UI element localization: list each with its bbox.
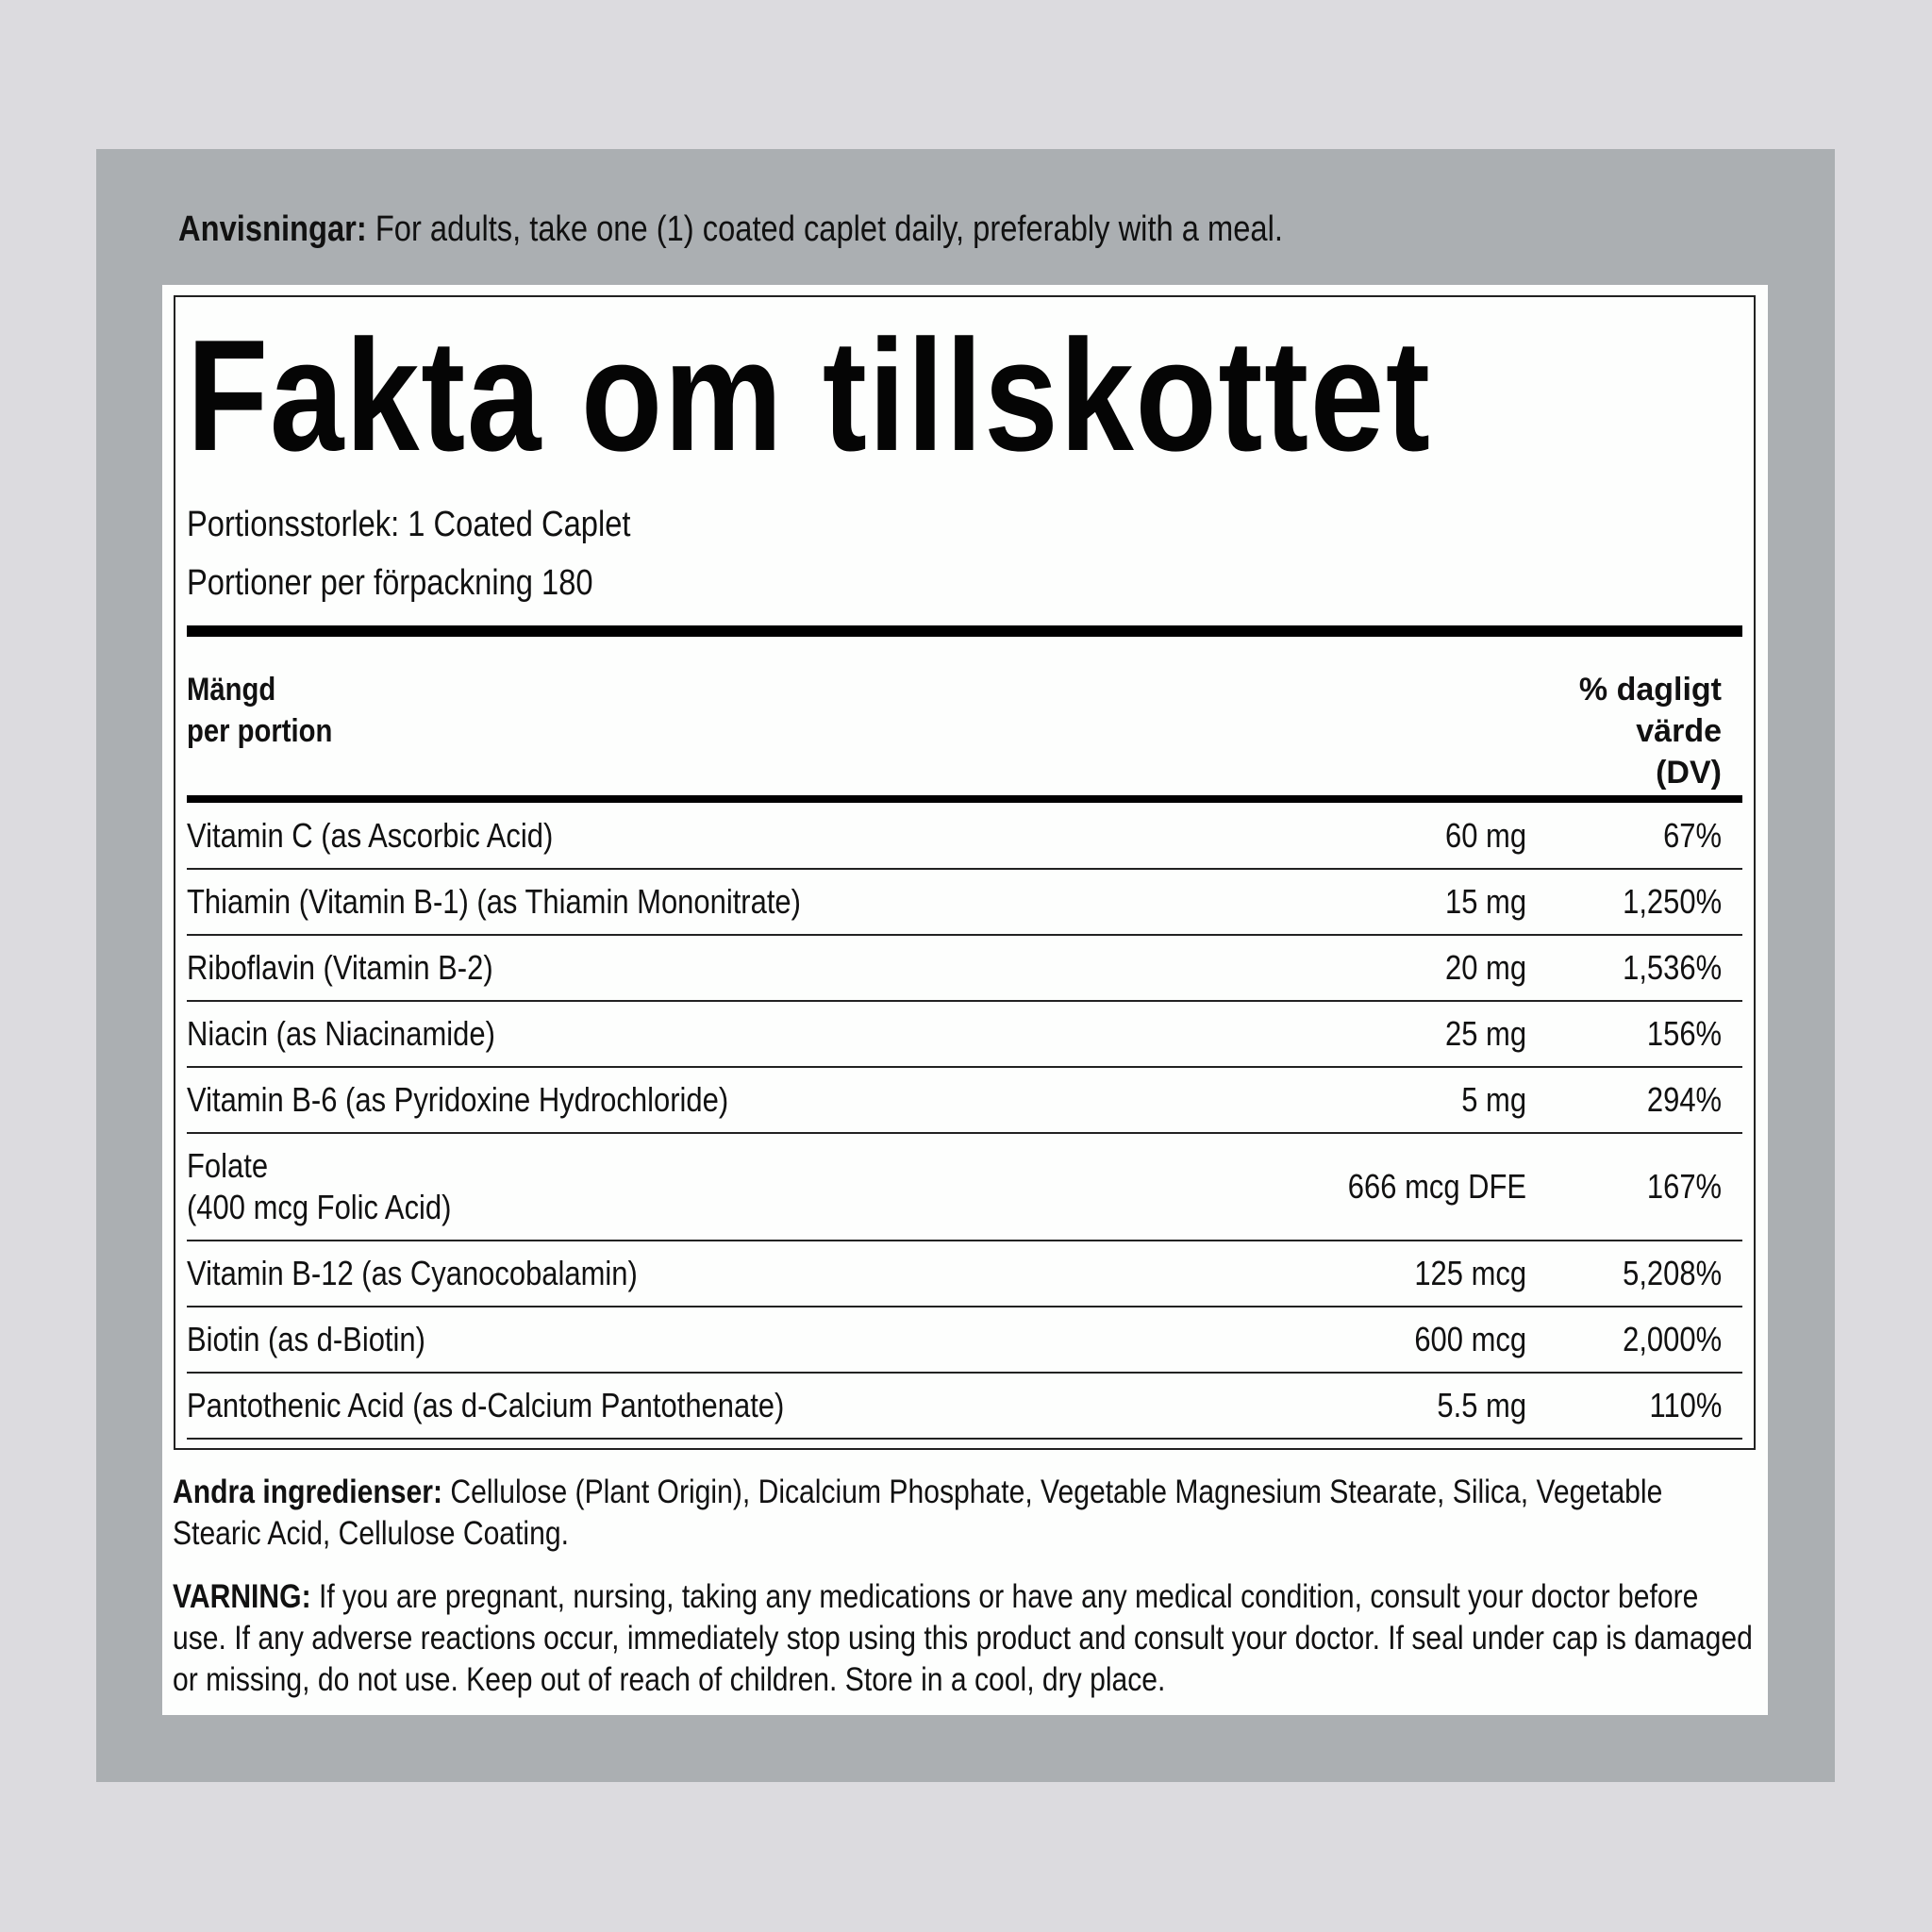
nutrient-name: Riboflavin (Vitamin B-2) bbox=[187, 948, 493, 987]
nutrient-name: Vitamin C (as Ascorbic Acid) bbox=[187, 816, 554, 855]
nutrient-dv: 167% bbox=[1646, 1167, 1722, 1206]
warning: VARNING: If you are pregnant, nursing, taking any medications or have any medical condition, consult your doctor before use. If any adverse reactions occur, immediately stop using this product and consult your doctor. If seal under cap is damaged or missing, do not use. Keep out of reach of children. Store in a cool, dry place. bbox=[173, 1578, 1753, 1698]
other-ingredients: Andra ingredienser: Cellulose (Plant Origin), Dicalcium Phosphate, Vegetable Magnesium Stearate, Silica, Vegetable Stearic Acid, Cellulose Coating. bbox=[173, 1474, 1663, 1552]
nutrient-row bbox=[187, 1134, 1742, 1241]
nutrient-name: Folate (400 mcg Folic Acid) bbox=[187, 1146, 452, 1226]
facts-title: Fakta om tillskottet bbox=[187, 307, 1432, 484]
directions-label: Anvisningar: bbox=[178, 209, 367, 249]
nutrient-dv: 156% bbox=[1646, 1014, 1722, 1053]
nutrient-amount: 60 mg bbox=[1444, 816, 1526, 855]
nutrient-amount: 15 mg bbox=[1444, 882, 1526, 921]
nutrient-row bbox=[187, 1241, 1742, 1307]
table-header bbox=[187, 656, 1742, 797]
nutrient-amount: 5 mg bbox=[1461, 1080, 1526, 1119]
nutrient-row bbox=[187, 1002, 1742, 1068]
nutrient-name: Vitamin B-6 (as Pyridoxine Hydrochloride) bbox=[187, 1080, 729, 1119]
serving-size: Portionsstorlek: 1 Coated Caplet bbox=[187, 505, 631, 544]
warning-label: VARNING: bbox=[173, 1578, 311, 1615]
nutrient-amount: 20 mg bbox=[1444, 948, 1526, 987]
nutrient-name: Vitamin B-12 (as Cyanocobalamin) bbox=[187, 1254, 638, 1292]
amount-header: Mängd per portion bbox=[187, 672, 333, 749]
nutrient-table bbox=[187, 804, 1742, 1440]
nutrient-row bbox=[187, 804, 1742, 870]
nutrient-dv: 67% bbox=[1663, 816, 1722, 855]
directions bbox=[178, 209, 1463, 250]
directions-text: For adults, take one (1) coated caplet daily, preferably with a meal. bbox=[366, 209, 1283, 249]
nutrient-row bbox=[187, 1068, 1742, 1134]
nutrient-name: Niacin (as Niacinamide) bbox=[187, 1014, 495, 1053]
servings-per-container: Portioner per förpackning 180 bbox=[187, 563, 593, 603]
nutrient-dv: 5,208% bbox=[1622, 1254, 1722, 1292]
nutrient-row bbox=[187, 936, 1742, 1002]
nutrient-row bbox=[187, 1374, 1742, 1440]
nutrient-amount: 5.5 mg bbox=[1437, 1386, 1526, 1424]
dv-header: % dagligt värde (DV) bbox=[1578, 672, 1722, 791]
nutrient-dv: 2,000% bbox=[1622, 1320, 1722, 1358]
nutrient-dv: 1,536% bbox=[1622, 948, 1722, 987]
nutrient-dv: 294% bbox=[1646, 1080, 1722, 1119]
other-ingredients-label: Andra ingredienser: bbox=[173, 1474, 443, 1510]
thick-divider bbox=[187, 625, 1742, 637]
nutrient-name: Biotin (as d-Biotin) bbox=[187, 1320, 425, 1358]
nutrient-dv: 1,250% bbox=[1622, 882, 1722, 921]
nutrient-row bbox=[187, 1307, 1742, 1374]
nutrient-amount: 600 mcg bbox=[1414, 1320, 1526, 1358]
nutrient-amount: 666 mcg DFE bbox=[1347, 1167, 1526, 1206]
nutrient-dv: 110% bbox=[1649, 1386, 1722, 1424]
nutrient-amount: 25 mg bbox=[1444, 1014, 1526, 1053]
supplement-facts-box bbox=[174, 295, 1756, 1450]
nutrient-row bbox=[187, 870, 1742, 936]
nutrient-name: Pantothenic Acid (as d-Calcium Pantothenate) bbox=[187, 1386, 785, 1424]
header-divider bbox=[187, 795, 1742, 803]
nutrient-amount: 125 mcg bbox=[1414, 1254, 1526, 1292]
nutrient-name: Thiamin (Vitamin B-1) (as Thiamin Mononitrate) bbox=[187, 882, 801, 921]
